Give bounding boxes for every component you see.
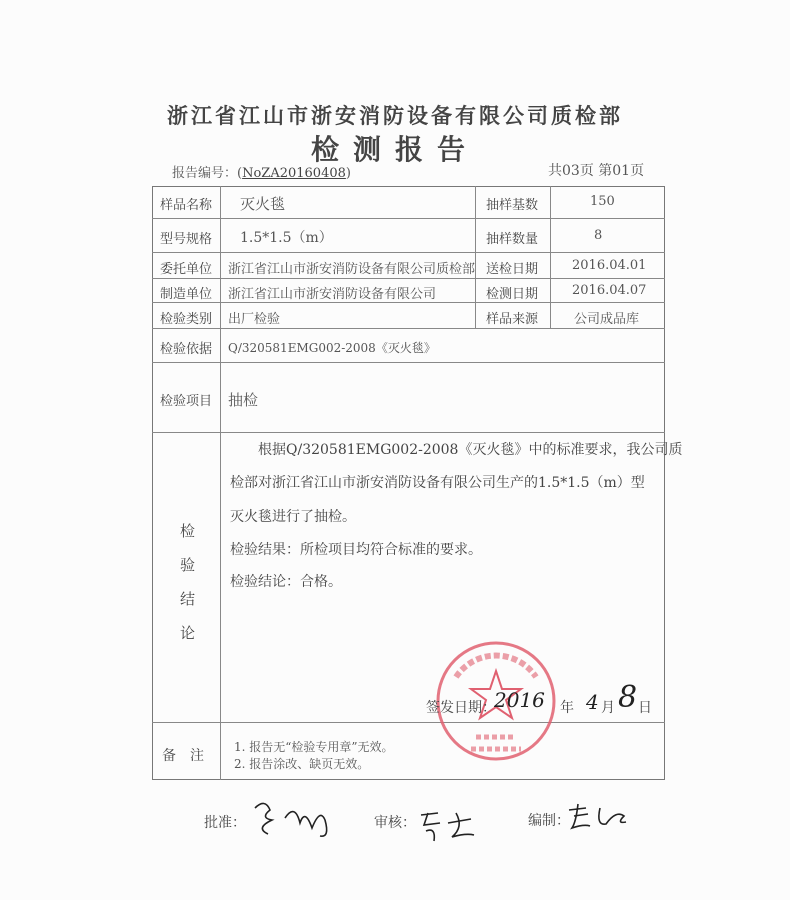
row-divider bbox=[152, 278, 665, 279]
conclusion-verdict: 检验结论：合格。 bbox=[230, 574, 342, 590]
note-item: 1. 报告无“检验专用章”无效。 bbox=[234, 740, 394, 754]
page-count: 共03页 第01页 bbox=[548, 163, 645, 179]
row-divider bbox=[152, 302, 665, 303]
label-manufacturer: 制造单位 bbox=[160, 287, 213, 302]
column-divider bbox=[550, 186, 551, 328]
issue-date-label: 签发日期： bbox=[426, 700, 496, 716]
value-sample-name: 灭火毯 bbox=[240, 195, 286, 213]
review-label: 审核： bbox=[374, 815, 416, 831]
conclusion-label-char: 结 bbox=[180, 590, 196, 608]
label-client: 委托单位 bbox=[160, 262, 213, 277]
label-inspection-item: 检验项目 bbox=[160, 394, 213, 409]
year-unit: 年 bbox=[560, 700, 574, 716]
reviewer-signature bbox=[416, 805, 486, 845]
day-unit: 日 bbox=[638, 700, 652, 716]
row-divider bbox=[152, 328, 665, 329]
report-number: 报告编号：(NoZA20160408) bbox=[172, 166, 351, 181]
value-inspection-type: 出厂检验 bbox=[228, 312, 281, 327]
value-model: 1.5*1.5（m） bbox=[240, 230, 333, 246]
conclusion-result: 检验结果：所检项目均符合标准的要求。 bbox=[230, 542, 482, 558]
approver-signature bbox=[250, 798, 340, 838]
label-inspection-type: 检验类别 bbox=[160, 312, 213, 327]
label-sample-name: 样品名称 bbox=[160, 198, 213, 213]
compiler-signature bbox=[566, 800, 636, 836]
label-sample-source: 样品来源 bbox=[486, 312, 539, 327]
conclusion-label-char: 论 bbox=[180, 624, 196, 642]
report-title: 检测报告 bbox=[310, 133, 479, 166]
column-divider bbox=[475, 186, 476, 328]
month-unit: 月 bbox=[601, 700, 615, 716]
label-sampling-base: 抽样基数 bbox=[486, 198, 539, 213]
issue-month-handwritten: 4 bbox=[586, 690, 599, 714]
conclusion-label-char: 验 bbox=[180, 556, 196, 574]
report-number-label: 报告编号： bbox=[172, 166, 238, 181]
compile-label: 编制： bbox=[528, 813, 570, 829]
issue-day-handwritten: 8 bbox=[618, 680, 638, 715]
row-divider bbox=[152, 252, 665, 253]
value-sampling-base: 150 bbox=[590, 194, 615, 209]
conclusion-text-line: 根据Q/320581EMG002-2008《灭火毯》中的标准要求，我公司质 bbox=[258, 442, 683, 458]
issue-year-handwritten: 2016 bbox=[494, 688, 545, 712]
label-sample-qty: 抽样数量 bbox=[486, 232, 539, 247]
approve-label: 批准： bbox=[204, 815, 246, 831]
value-client: 浙江省江山市浙安消防设备有限公司质检部 bbox=[228, 262, 476, 277]
label-test-date: 检测日期 bbox=[486, 287, 539, 302]
value-inspection-item: 抽检 bbox=[228, 391, 259, 409]
row-divider bbox=[152, 218, 665, 219]
row-divider bbox=[152, 362, 665, 363]
value-test-date: 2016.04.07 bbox=[572, 283, 647, 298]
value-basis: Q/320581EMG002-2008《灭火毯》 bbox=[228, 341, 436, 355]
conclusion-text-line: 灭火毯进行了抽检。 bbox=[230, 509, 356, 525]
value-sample-source: 公司成品库 bbox=[574, 312, 640, 327]
column-divider bbox=[220, 186, 221, 780]
row-divider bbox=[152, 722, 665, 723]
label-model: 型号规格 bbox=[160, 232, 213, 247]
organization-name: 浙江省江山市浙安消防设备有限公司质检部 bbox=[167, 103, 623, 128]
report-number-value: NoZA20160408 bbox=[242, 166, 346, 181]
notes-label: 备 注 bbox=[162, 748, 204, 764]
label-basis: 检验依据 bbox=[160, 342, 213, 357]
value-manufacturer: 浙江省江山市浙安消防设备有限公司 bbox=[228, 287, 437, 302]
note-item: 2. 报告涂改、缺页无效。 bbox=[234, 757, 370, 771]
value-submit-date: 2016.04.01 bbox=[572, 258, 647, 273]
conclusion-label-char: 检 bbox=[180, 522, 196, 540]
value-sample-qty: 8 bbox=[594, 228, 603, 243]
conclusion-text-line: 检部对浙江省江山市浙安消防设备有限公司生产的1.5*1.5（m）型 bbox=[230, 475, 645, 491]
label-submit-date: 送检日期 bbox=[486, 262, 539, 277]
row-divider bbox=[152, 432, 665, 433]
